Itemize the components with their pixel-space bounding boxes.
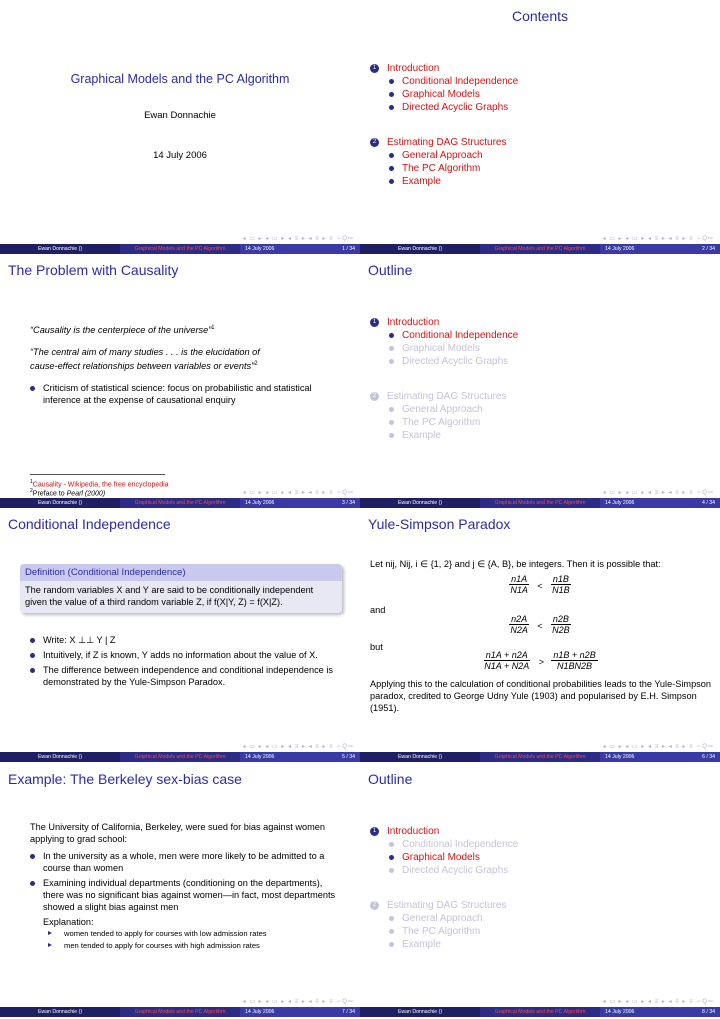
footer-date-page bbox=[240, 498, 360, 508]
footer-title: Graphical Models and the PC Algorithm bbox=[480, 244, 600, 254]
toc-item[interactable]: Example bbox=[402, 176, 441, 187]
slide-contents bbox=[360, 0, 720, 254]
slide-heading: The Problem with Causality bbox=[8, 262, 179, 278]
toc-section-label[interactable]: Introduction bbox=[387, 826, 440, 837]
footnote-number: 2 bbox=[30, 488, 33, 494]
footnote-number: 1 bbox=[30, 479, 33, 485]
footer-date-page bbox=[240, 1007, 360, 1017]
nav-icons[interactable]: ◂ ▭ ▸ ◂ ▭ ▸ ◂ ≡ ▸ ◂ ≡ ▸ ≡ ∽Q∾ bbox=[242, 490, 354, 496]
intro-text: The University of California, Berkeley, were sued for bias against women applying to grad school: bbox=[30, 822, 325, 844]
slide-heading: Outline bbox=[368, 771, 413, 787]
section-number-badge: 2 bbox=[370, 392, 379, 401]
date: 14 July 2006 bbox=[153, 150, 207, 161]
footer-date: 14 July 2006 bbox=[245, 754, 275, 760]
nav-icons[interactable]: ◂ ▭ ▸ ◂ ▭ ▸ ◂ ≡ ▸ ◂ ≡ ▸ ≡ ∽Q∾ bbox=[242, 236, 354, 242]
operator: < bbox=[537, 580, 543, 591]
footer-bar bbox=[360, 752, 720, 762]
toc-item[interactable]: Graphical Models bbox=[402, 89, 480, 100]
toc-item[interactable]: Directed Acyclic Graphs bbox=[402, 356, 509, 367]
numerator: n1B bbox=[552, 574, 569, 584]
fraction bbox=[508, 574, 530, 595]
toc-section-2[interactable] bbox=[370, 899, 506, 951]
nav-icons[interactable]: ◂ ▭ ▸ ◂ ▭ ▸ ◂ ≡ ▸ ◂ ≡ ▸ ≡ ∽Q∾ bbox=[602, 999, 714, 1005]
footer-date: 14 July 2006 bbox=[605, 754, 635, 760]
bullet-icon bbox=[389, 333, 394, 338]
footer-author: Ewan Donnachie () bbox=[0, 498, 120, 508]
footer-page: 5 / 34 bbox=[342, 754, 355, 760]
footer-author: Ewan Donnachie () bbox=[360, 752, 480, 762]
footer-author: Ewan Donnachie () bbox=[360, 244, 480, 254]
slide-conditional-independence bbox=[0, 508, 360, 762]
toc-item[interactable]: General Approach bbox=[402, 150, 483, 161]
denominator: N1A bbox=[510, 585, 528, 595]
nav-icons[interactable]: ◂ ▭ ▸ ◂ ▭ ▸ ◂ ≡ ▸ ◂ ≡ ▸ ≡ ∽Q∾ bbox=[602, 490, 714, 496]
footer-bar bbox=[360, 244, 720, 254]
bullet-icon bbox=[389, 420, 394, 425]
section-number-badge: 2 bbox=[370, 138, 379, 147]
quote-text-line: “The central aim of many studies . . . is the elucidation of bbox=[30, 347, 260, 357]
toc-section-label[interactable]: Introduction bbox=[387, 317, 440, 328]
slide-yule-simpson bbox=[360, 508, 720, 762]
numerator: n1A bbox=[511, 574, 528, 584]
footer-author: Ewan Donnachie () bbox=[0, 1007, 120, 1017]
toc-section-label[interactable]: Estimating DAG Structures bbox=[387, 900, 507, 911]
bullet-icon bbox=[389, 359, 394, 364]
slide-outline-1 bbox=[360, 254, 720, 508]
arrow-bullet-icon bbox=[48, 943, 56, 947]
footer-author: Ewan Donnachie () bbox=[360, 1007, 480, 1017]
footer-date: 14 July 2006 bbox=[605, 500, 635, 506]
slide-outline-2 bbox=[360, 763, 720, 1017]
toc-section-label[interactable]: Estimating DAG Structures bbox=[387, 391, 507, 402]
bullet-icon bbox=[30, 668, 35, 673]
footer-title: Graphical Models and the PC Algorithm bbox=[480, 1007, 600, 1017]
arrow-bullet-icon bbox=[48, 931, 56, 935]
bullet-text: The difference between independence and conditional independence is demonstrated by the Yule-Simpson Paradox. bbox=[43, 665, 333, 687]
operator: > bbox=[538, 656, 544, 667]
section-number-badge: 1 bbox=[370, 827, 379, 836]
author: Ewan Donnachie bbox=[144, 110, 216, 121]
and-text: and bbox=[370, 605, 386, 615]
footer-bar bbox=[360, 1007, 720, 1017]
numerator: n1A + n2A bbox=[485, 650, 528, 660]
slide-heading: Yule-Simpson Paradox bbox=[368, 516, 511, 532]
footer-bar bbox=[0, 1007, 360, 1017]
section-number-badge: 1 bbox=[370, 64, 379, 73]
sub-bullet-text: women tended to apply for courses with low admission rates bbox=[64, 929, 267, 938]
toc-item[interactable]: Directed Acyclic Graphs bbox=[402, 102, 509, 113]
operator: < bbox=[537, 620, 543, 631]
equation-3 bbox=[360, 650, 720, 671]
slide-heading: Contents bbox=[511, 8, 569, 24]
bullet-icon bbox=[389, 105, 394, 110]
bullet-list bbox=[30, 382, 348, 409]
footnote-marker: 1 bbox=[211, 325, 215, 331]
footer-page: 4 / 34 bbox=[702, 500, 715, 506]
bullet-icon bbox=[389, 153, 394, 158]
footer-bar bbox=[360, 498, 720, 508]
bullet-icon bbox=[30, 638, 35, 643]
denominator: N2B bbox=[552, 625, 570, 635]
section-number-badge: 1 bbox=[370, 318, 379, 327]
toc-item[interactable]: Example bbox=[402, 939, 441, 950]
footer-author: Ewan Donnachie () bbox=[360, 498, 480, 508]
denominator: N1A + N2A bbox=[484, 661, 530, 671]
fraction bbox=[482, 650, 531, 671]
bullet-text: Examining individual departments (conditioning on the departments), there was no significant bias against women—in fact, most departments showed a slight bias against men bbox=[43, 878, 336, 912]
footer-author: Ewan Donnachie () bbox=[0, 752, 120, 762]
footer-title: Graphical Models and the PC Algorithm bbox=[120, 1007, 240, 1017]
quote-2 bbox=[30, 346, 260, 372]
toc-item[interactable]: Graphical Models bbox=[402, 852, 480, 863]
bullet-icon bbox=[389, 868, 394, 873]
slide-title bbox=[0, 0, 360, 254]
toc-item[interactable]: Conditional Independence bbox=[402, 839, 519, 850]
denominator: N1B bbox=[552, 585, 570, 595]
bullet-icon bbox=[389, 929, 394, 934]
footnote-2 bbox=[30, 487, 105, 498]
bullet-icon bbox=[389, 942, 394, 947]
bullet-icon bbox=[389, 346, 394, 351]
toc-item[interactable]: The PC Algorithm bbox=[402, 417, 481, 428]
explanation-label: Explanation: bbox=[43, 917, 94, 927]
footer-title: Graphical Models and the PC Algorithm bbox=[120, 752, 240, 762]
toc-section-2[interactable] bbox=[370, 390, 506, 442]
quote-1 bbox=[30, 322, 215, 336]
toc-item[interactable]: Example bbox=[402, 430, 441, 441]
footer-title: Graphical Models and the PC Algorithm bbox=[480, 752, 600, 762]
toc-item[interactable]: Conditional Independence bbox=[402, 330, 519, 341]
bullet-icon bbox=[389, 433, 394, 438]
footer-date: 14 July 2006 bbox=[605, 1009, 635, 1015]
but-text: but bbox=[370, 642, 383, 652]
numerator: n2A bbox=[511, 614, 528, 624]
toc-section-2[interactable] bbox=[370, 136, 506, 188]
bullet-icon bbox=[30, 854, 35, 859]
fraction bbox=[508, 614, 530, 635]
slide-heading: Outline bbox=[368, 262, 413, 278]
bullet-icon bbox=[389, 166, 394, 171]
toc-item[interactable]: Directed Acyclic Graphs bbox=[402, 865, 509, 876]
quote-text-line: cause-effect relationships between variables or events” bbox=[30, 361, 255, 372]
numerator: n2B bbox=[552, 614, 569, 624]
bullet-text: Intuitively, if Z is known, Y adds no information about the value of X. bbox=[43, 650, 318, 660]
footer-author: Ewan Donnachie () bbox=[0, 244, 120, 254]
bullet-icon bbox=[389, 179, 394, 184]
footer-title: Graphical Models and the PC Algorithm bbox=[120, 244, 240, 254]
bullet-icon bbox=[389, 92, 394, 97]
footer-date-page bbox=[240, 752, 360, 762]
toc-section-label[interactable]: Introduction bbox=[387, 63, 440, 74]
bullet-icon bbox=[30, 881, 35, 886]
footer-title: Graphical Models and the PC Algorithm bbox=[480, 498, 600, 508]
section-number-badge: 2 bbox=[370, 901, 379, 910]
footer-date-page bbox=[600, 752, 720, 762]
footnote-rule bbox=[30, 474, 165, 475]
toc-item[interactable]: Graphical Models bbox=[402, 343, 480, 354]
fraction bbox=[550, 614, 572, 635]
footer-page: 2 / 34 bbox=[702, 246, 715, 252]
numerator: n1B + n2B bbox=[553, 650, 596, 660]
footer-title: Graphical Models and the PC Algorithm bbox=[120, 498, 240, 508]
footer-date: 14 July 2006 bbox=[245, 246, 275, 252]
toc-item[interactable]: The PC Algorithm bbox=[402, 926, 481, 937]
slide-berkeley bbox=[0, 763, 360, 1017]
toc-section-1[interactable] bbox=[370, 316, 518, 368]
denominator: N2A bbox=[510, 625, 528, 635]
definition-header: Definition (Conditional Independence) bbox=[20, 564, 342, 581]
fraction bbox=[551, 650, 597, 671]
footnote-link[interactable]: Causality - Wikipedia, the free encyclopedia bbox=[32, 481, 169, 489]
footer-date-page bbox=[600, 244, 720, 254]
bullet-icon bbox=[30, 386, 35, 391]
definition-body: The random variables X and Y are said to be conditionally independent given the value of a third random variable Z, if f(X|Y, Z) = f(X|Z). bbox=[20, 581, 342, 613]
toc-section-1[interactable] bbox=[370, 62, 518, 114]
footer-date-page bbox=[600, 1007, 720, 1017]
toc-item[interactable]: Conditional Independence bbox=[402, 76, 519, 87]
bullet-icon bbox=[389, 916, 394, 921]
nav-icons[interactable]: ◂ ▭ ▸ ◂ ▭ ▸ ◂ ≡ ▸ ◂ ≡ ▸ ≡ ∽Q∾ bbox=[602, 744, 714, 750]
bullet-text: Criticism of statistical science: focus on probabilistic and statistical inference at the expense of causational enquiry bbox=[43, 383, 312, 405]
denominator: N1BN2B bbox=[557, 661, 593, 671]
nav-icons[interactable]: ◂ ▭ ▸ ◂ ▭ ▸ ◂ ≡ ▸ ◂ ≡ ▸ ≡ ∽Q∾ bbox=[242, 744, 354, 750]
presentation-title: Graphical Models and the PC Algorithm bbox=[70, 72, 290, 86]
footer-date: 14 July 2006 bbox=[245, 500, 275, 506]
footer-page: 7 / 34 bbox=[342, 1009, 355, 1015]
quote-text: “Causality is the centerpiece of the universe” bbox=[30, 325, 212, 336]
bullet-list bbox=[30, 850, 340, 954]
toc-item[interactable]: General Approach bbox=[402, 404, 483, 415]
bullet-icon bbox=[30, 653, 35, 658]
bullet-icon bbox=[389, 407, 394, 412]
slide-causality bbox=[0, 254, 360, 508]
definition-block bbox=[20, 564, 342, 613]
equation-2 bbox=[360, 614, 720, 635]
footer-page: 1 / 34 bbox=[342, 246, 355, 252]
toc-item[interactable]: General Approach bbox=[402, 913, 483, 924]
footer-date-page bbox=[600, 498, 720, 508]
toc-item[interactable]: The PC Algorithm bbox=[402, 163, 481, 174]
footer-bar bbox=[0, 498, 360, 508]
footer-date: 14 July 2006 bbox=[245, 1009, 275, 1015]
footer-page: 6 / 34 bbox=[702, 754, 715, 760]
footer-page: 8 / 34 bbox=[702, 1009, 715, 1015]
footer-bar bbox=[0, 244, 360, 254]
footer-date: 14 July 2006 bbox=[605, 246, 635, 252]
nav-icons[interactable]: ◂ ▭ ▸ ◂ ▭ ▸ ◂ ≡ ▸ ◂ ≡ ▸ ≡ ∽Q∾ bbox=[242, 999, 354, 1005]
footer-page: 3 / 34 bbox=[342, 500, 355, 506]
equation-1 bbox=[360, 574, 720, 595]
footnote-text: Preface to bbox=[32, 490, 67, 498]
sub-bullet-text: men tended to apply for courses with high admission rates bbox=[64, 941, 260, 950]
intro-text: Let nij, Nij, i ∈ {1, 2} and j ∈ {A, B}, be integers. Then it is possible that: bbox=[370, 559, 661, 569]
toc-section-label[interactable]: Estimating DAG Structures bbox=[387, 137, 507, 148]
toc-section-1[interactable] bbox=[370, 825, 518, 877]
bullet-list bbox=[30, 634, 340, 691]
conclusion-text: Applying this to the calculation of conditional probabilities leads to the Yule-Simpson paradox, credited to George Udny Yule (1903) and popularised by E.H. Simpson (1951). bbox=[370, 679, 711, 713]
bullet-text: Write: X ⊥⊥ Y | Z bbox=[43, 635, 116, 645]
fraction bbox=[550, 574, 572, 595]
bullet-icon bbox=[389, 842, 394, 847]
footer-date-page bbox=[240, 244, 360, 254]
bullet-text: In the university as a whole, men were more likely to be admitted to a course than women bbox=[43, 851, 325, 873]
footer-bar bbox=[0, 752, 360, 762]
bullet-icon bbox=[389, 79, 394, 84]
footnote-emphasis: Pearl (2000) bbox=[66, 490, 106, 498]
slide-heading: Example: The Berkeley sex-bias case bbox=[8, 771, 242, 787]
slide-heading: Conditional Independence bbox=[8, 516, 171, 532]
nav-icons[interactable]: ◂ ▭ ▸ ◂ ▭ ▸ ◂ ≡ ▸ ◂ ≡ ▸ ≡ ∽Q∾ bbox=[602, 236, 714, 242]
bullet-icon bbox=[389, 855, 394, 860]
footnote-marker: 2 bbox=[254, 361, 258, 367]
